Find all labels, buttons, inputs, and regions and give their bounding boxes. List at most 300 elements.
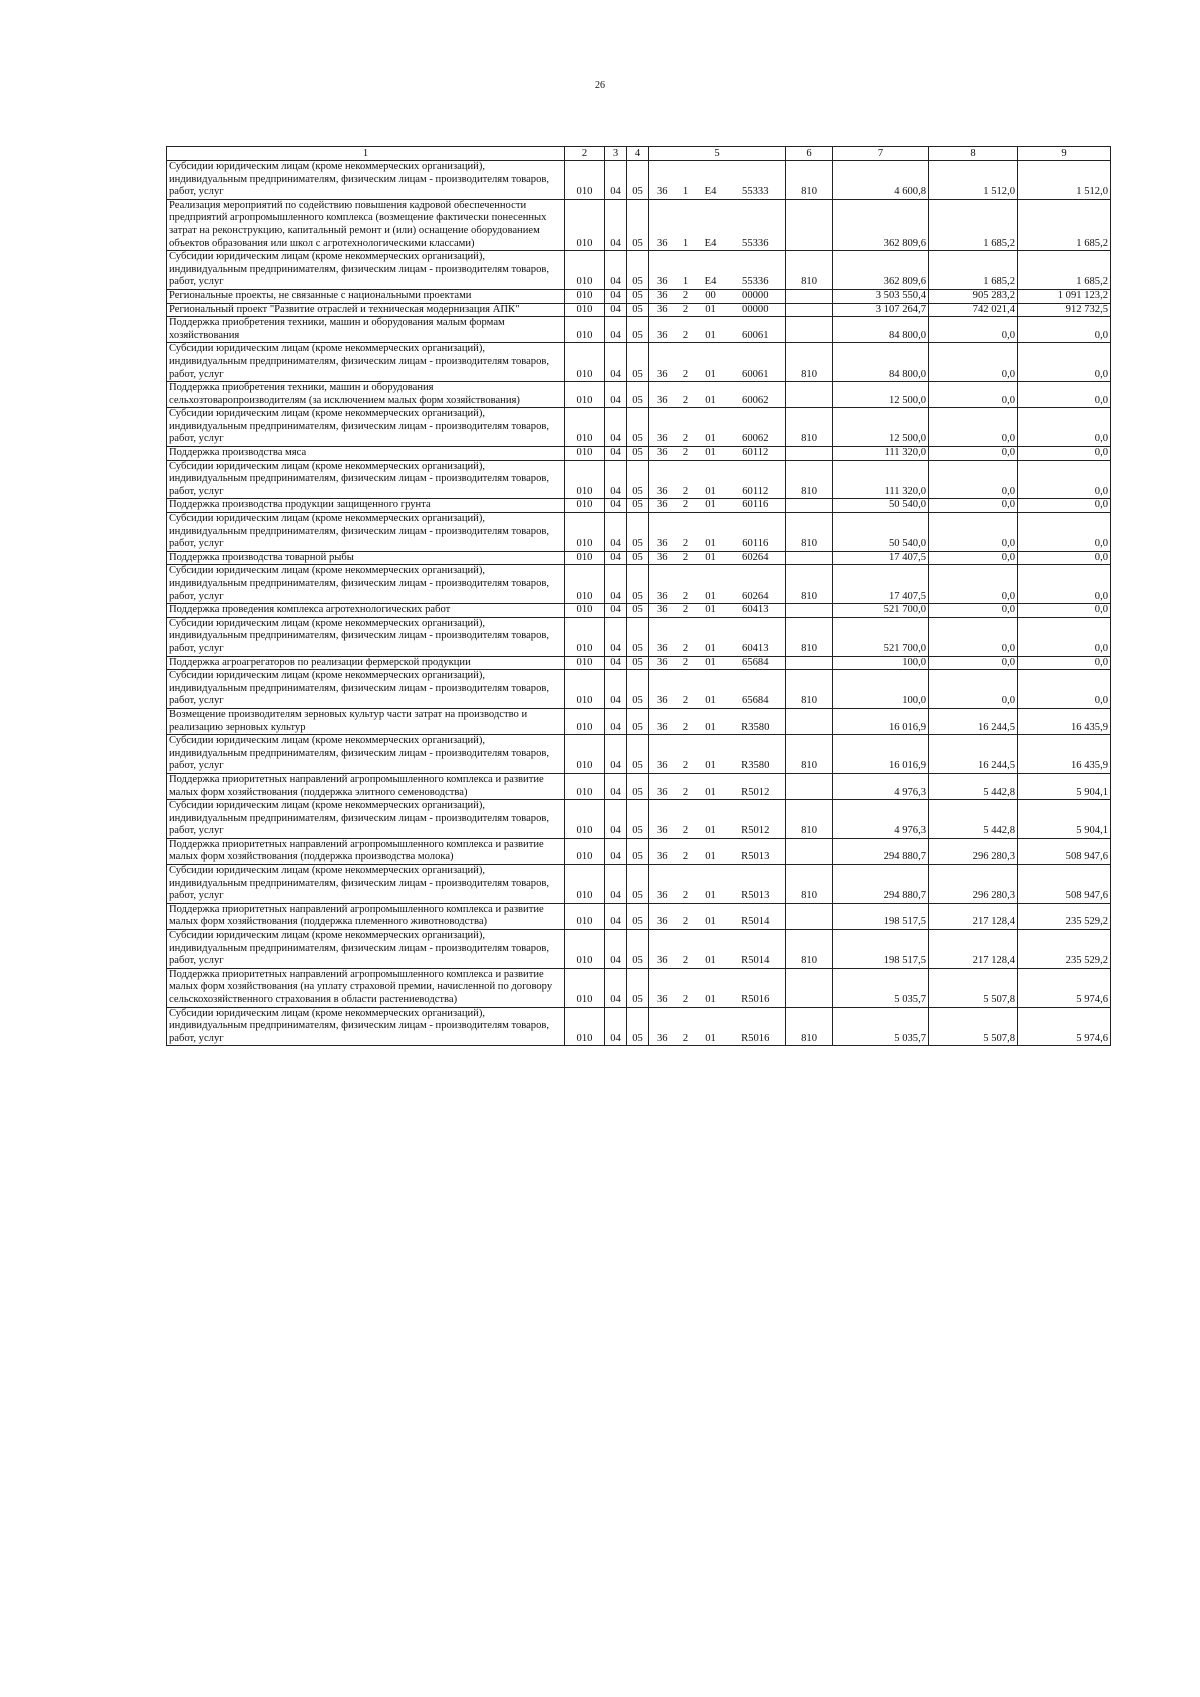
amount-col7: 5 035,7 <box>833 1007 929 1046</box>
amount-col8: 0,0 <box>929 617 1018 656</box>
col-header-5: 5 <box>649 147 786 161</box>
code-subprogram: 2 <box>676 968 696 1007</box>
amount-col9: 1 512,0 <box>1018 161 1111 200</box>
code-section: 04 <box>605 617 627 656</box>
row-description: Субсидии юридическим лицам (кроме некоммерческих организаций), индивидуальным предпринимателям, физическим лицам - производителям товаров, работ, услуг <box>167 800 565 839</box>
code-admin: 010 <box>565 447 605 461</box>
code-program: 36 <box>649 903 676 929</box>
table-row <box>167 289 1111 303</box>
table-row <box>167 317 1111 343</box>
table-row <box>167 708 1111 734</box>
code-subprogram: 2 <box>676 408 696 447</box>
code-project: 01 <box>696 499 726 513</box>
amount-col9: 1 685,2 <box>1018 199 1111 250</box>
code-program: 36 <box>649 930 676 969</box>
code-subsection: 05 <box>627 317 649 343</box>
code-admin: 010 <box>565 617 605 656</box>
code-subprogram: 2 <box>676 773 696 799</box>
amount-col7: 198 517,5 <box>833 903 929 929</box>
amount-col7: 5 035,7 <box>833 968 929 1007</box>
code-direction: R5012 <box>726 773 786 799</box>
col-header-1: 1 <box>167 147 565 161</box>
amount-col7: 12 500,0 <box>833 382 929 408</box>
row-description: Региональные проекты, не связанные с национальными проектами <box>167 289 565 303</box>
code-section: 04 <box>605 447 627 461</box>
code-admin: 010 <box>565 1007 605 1046</box>
code-direction: 55336 <box>726 251 786 290</box>
amount-col7: 84 800,0 <box>833 317 929 343</box>
code-subsection: 05 <box>627 903 649 929</box>
amount-col8: 1 685,2 <box>929 199 1018 250</box>
table-row <box>167 604 1111 618</box>
amount-col9: 5 904,1 <box>1018 773 1111 799</box>
code-direction: 65684 <box>726 656 786 670</box>
amount-col8: 905 283,2 <box>929 289 1018 303</box>
code-admin: 010 <box>565 289 605 303</box>
code-section: 04 <box>605 773 627 799</box>
code-project: 01 <box>696 447 726 461</box>
code-subprogram: 2 <box>676 670 696 709</box>
code-expense-type: 810 <box>786 161 833 200</box>
amount-col7: 84 800,0 <box>833 343 929 382</box>
code-direction: 60061 <box>726 343 786 382</box>
code-subsection: 05 <box>627 1007 649 1046</box>
code-subprogram: 2 <box>676 499 696 513</box>
code-expense-type <box>786 382 833 408</box>
code-admin: 010 <box>565 343 605 382</box>
code-admin: 010 <box>565 670 605 709</box>
code-expense-type: 810 <box>786 1007 833 1046</box>
row-description: Субсидии юридическим лицам (кроме некоммерческих организаций), индивидуальным предпринимателям, физическим лицам - производителям товаров, работ, услуг <box>167 513 565 552</box>
row-description: Региональный проект "Развитие отраслей и техническая модернизация АПК" <box>167 303 565 317</box>
amount-col7: 198 517,5 <box>833 930 929 969</box>
code-project: 01 <box>696 670 726 709</box>
code-direction: 60061 <box>726 317 786 343</box>
code-admin: 010 <box>565 408 605 447</box>
code-program: 36 <box>649 800 676 839</box>
row-description: Возмещение производителям зерновых культур части затрат на производство и реализацию зерновых культур <box>167 708 565 734</box>
table-row <box>167 656 1111 670</box>
code-direction: 00000 <box>726 303 786 317</box>
amount-col9: 0,0 <box>1018 408 1111 447</box>
row-description: Реализация мероприятий по содействию повышения кадровой обеспеченности предприятий агропромышленного комплекса (возмещение фактически понесенных затрат на реконструкцию, капитальный ремонт и (или) оснащение оборудованием объектов образования или школ с агротехнологическими классами) <box>167 199 565 250</box>
row-description: Поддержка приоритетных направлений агропромышленного комплекса и развитие малых форм хозяйствования (поддержка производства молока) <box>167 838 565 864</box>
table-row <box>167 447 1111 461</box>
code-subprogram: 2 <box>676 289 696 303</box>
code-subprogram: 2 <box>676 382 696 408</box>
code-admin: 010 <box>565 800 605 839</box>
code-subprogram: 1 <box>676 199 696 250</box>
table-row <box>167 513 1111 552</box>
code-expense-type: 810 <box>786 735 833 774</box>
code-program: 36 <box>649 199 676 250</box>
row-description: Субсидии юридическим лицам (кроме некоммерческих организаций), индивидуальным предпринимателям, физическим лицам - производителям товаров, работ, услуг <box>167 460 565 499</box>
row-description: Субсидии юридическим лицам (кроме некоммерческих организаций), индивидуальным предпринимателям, физическим лицам - производителям товаров, работ, услуг <box>167 565 565 604</box>
amount-col8: 0,0 <box>929 670 1018 709</box>
code-direction: 65684 <box>726 670 786 709</box>
amount-col9: 5 904,1 <box>1018 800 1111 839</box>
code-expense-type: 810 <box>786 513 833 552</box>
code-subsection: 05 <box>627 382 649 408</box>
amount-col9: 0,0 <box>1018 670 1111 709</box>
code-expense-type: 810 <box>786 800 833 839</box>
code-project: 01 <box>696 513 726 552</box>
code-subsection: 05 <box>627 251 649 290</box>
code-subprogram: 2 <box>676 930 696 969</box>
table-row <box>167 251 1111 290</box>
code-admin: 010 <box>565 604 605 618</box>
code-program: 36 <box>649 1007 676 1046</box>
amount-col7: 100,0 <box>833 656 929 670</box>
code-expense-type: 810 <box>786 460 833 499</box>
table-row <box>167 865 1111 904</box>
code-subsection: 05 <box>627 499 649 513</box>
amount-col8: 1 512,0 <box>929 161 1018 200</box>
code-program: 36 <box>649 968 676 1007</box>
code-section: 04 <box>605 930 627 969</box>
amount-col8: 296 280,3 <box>929 838 1018 864</box>
code-project: 01 <box>696 382 726 408</box>
code-admin: 010 <box>565 968 605 1007</box>
budget-table <box>166 146 1111 1046</box>
table-row <box>167 343 1111 382</box>
amount-col8: 0,0 <box>929 565 1018 604</box>
table-row <box>167 161 1111 200</box>
code-section: 04 <box>605 251 627 290</box>
table-body <box>167 161 1111 1046</box>
amount-col7: 111 320,0 <box>833 460 929 499</box>
code-subprogram: 2 <box>676 865 696 904</box>
code-subprogram: 2 <box>676 551 696 565</box>
code-subsection: 05 <box>627 565 649 604</box>
table-row <box>167 303 1111 317</box>
amount-col9: 0,0 <box>1018 499 1111 513</box>
code-subprogram: 2 <box>676 604 696 618</box>
amount-col9: 508 947,6 <box>1018 838 1111 864</box>
table-row <box>167 460 1111 499</box>
code-subprogram: 2 <box>676 903 696 929</box>
row-description: Поддержка приобретения техники, машин и оборудования сельхозтоваропроизводителям (за исключением малых форм хозяйствования) <box>167 382 565 408</box>
code-direction: R5014 <box>726 903 786 929</box>
code-direction: R5016 <box>726 1007 786 1046</box>
col-header-2: 2 <box>565 147 605 161</box>
amount-col9: 0,0 <box>1018 382 1111 408</box>
code-subprogram: 2 <box>676 343 696 382</box>
amount-col7: 362 809,6 <box>833 199 929 250</box>
table-row <box>167 499 1111 513</box>
code-admin: 010 <box>565 708 605 734</box>
amount-col8: 0,0 <box>929 604 1018 618</box>
code-program: 36 <box>649 617 676 656</box>
code-expense-type <box>786 604 833 618</box>
amount-col8: 0,0 <box>929 513 1018 552</box>
code-section: 04 <box>605 968 627 1007</box>
code-project: 01 <box>696 343 726 382</box>
code-section: 04 <box>605 289 627 303</box>
code-program: 36 <box>649 656 676 670</box>
code-expense-type <box>786 903 833 929</box>
amount-col8: 0,0 <box>929 317 1018 343</box>
code-project: 01 <box>696 968 726 1007</box>
code-section: 04 <box>605 382 627 408</box>
code-subprogram: 2 <box>676 617 696 656</box>
amount-col9: 16 435,9 <box>1018 735 1111 774</box>
code-program: 36 <box>649 735 676 774</box>
row-description: Субсидии юридическим лицам (кроме некоммерческих организаций), индивидуальным предпринимателям, физическим лицам - производителям товаров, работ, услуг <box>167 161 565 200</box>
code-direction: 60264 <box>726 565 786 604</box>
code-subsection: 05 <box>627 199 649 250</box>
code-admin: 010 <box>565 773 605 799</box>
amount-col7: 50 540,0 <box>833 499 929 513</box>
code-expense-type <box>786 838 833 864</box>
table-row <box>167 930 1111 969</box>
amount-col7: 16 016,9 <box>833 708 929 734</box>
code-direction: 60413 <box>726 604 786 618</box>
page-number: 26 <box>595 80 605 91</box>
code-project: 01 <box>696 460 726 499</box>
amount-col7: 50 540,0 <box>833 513 929 552</box>
amount-col9: 0,0 <box>1018 656 1111 670</box>
code-expense-type: 810 <box>786 251 833 290</box>
col-header-3: 3 <box>605 147 627 161</box>
code-direction: 60413 <box>726 617 786 656</box>
amount-col8: 0,0 <box>929 460 1018 499</box>
code-project: 01 <box>696 865 726 904</box>
code-expense-type <box>786 968 833 1007</box>
table-row <box>167 773 1111 799</box>
code-admin: 010 <box>565 838 605 864</box>
code-expense-type <box>786 289 833 303</box>
code-section: 04 <box>605 604 627 618</box>
code-expense-type <box>786 708 833 734</box>
row-description: Субсидии юридическим лицам (кроме некоммерческих организаций), индивидуальным предпринимателям, физическим лицам - производителям товаров, работ, услуг <box>167 408 565 447</box>
code-section: 04 <box>605 343 627 382</box>
amount-col8: 0,0 <box>929 447 1018 461</box>
amount-col9: 1 091 123,2 <box>1018 289 1111 303</box>
code-program: 36 <box>649 551 676 565</box>
code-program: 36 <box>649 382 676 408</box>
amount-col7: 16 016,9 <box>833 735 929 774</box>
code-admin: 010 <box>565 735 605 774</box>
code-program: 36 <box>649 289 676 303</box>
code-subsection: 05 <box>627 513 649 552</box>
code-expense-type <box>786 199 833 250</box>
amount-col8: 5 507,8 <box>929 1007 1018 1046</box>
amount-col8: 5 442,8 <box>929 773 1018 799</box>
code-project: E4 <box>696 161 726 200</box>
code-section: 04 <box>605 670 627 709</box>
table-row <box>167 551 1111 565</box>
code-expense-type <box>786 773 833 799</box>
code-subsection: 05 <box>627 447 649 461</box>
code-program: 36 <box>649 565 676 604</box>
amount-col7: 294 880,7 <box>833 865 929 904</box>
code-subsection: 05 <box>627 460 649 499</box>
amount-col7: 3 107 264,7 <box>833 303 929 317</box>
amount-col8: 0,0 <box>929 551 1018 565</box>
code-section: 04 <box>605 499 627 513</box>
code-subsection: 05 <box>627 343 649 382</box>
code-section: 04 <box>605 735 627 774</box>
code-expense-type <box>786 499 833 513</box>
amount-col9: 508 947,6 <box>1018 865 1111 904</box>
amount-col9: 0,0 <box>1018 343 1111 382</box>
amount-col7: 4 976,3 <box>833 800 929 839</box>
code-project: 01 <box>696 617 726 656</box>
amount-col9: 1 685,2 <box>1018 251 1111 290</box>
code-program: 36 <box>649 317 676 343</box>
code-expense-type <box>786 551 833 565</box>
code-admin: 010 <box>565 930 605 969</box>
code-program: 36 <box>649 838 676 864</box>
code-section: 04 <box>605 865 627 904</box>
amount-col9: 0,0 <box>1018 460 1111 499</box>
table-row <box>167 617 1111 656</box>
code-direction: 55333 <box>726 161 786 200</box>
code-expense-type: 810 <box>786 408 833 447</box>
amount-col8: 0,0 <box>929 656 1018 670</box>
amount-col8: 0,0 <box>929 382 1018 408</box>
code-admin: 010 <box>565 565 605 604</box>
code-subsection: 05 <box>627 551 649 565</box>
code-admin: 010 <box>565 161 605 200</box>
code-direction: R3580 <box>726 735 786 774</box>
col-header-4: 4 <box>627 147 649 161</box>
code-project: E4 <box>696 199 726 250</box>
table-row <box>167 903 1111 929</box>
code-program: 36 <box>649 161 676 200</box>
amount-col9: 912 732,5 <box>1018 303 1111 317</box>
row-description: Поддержка агроагрегаторов по реализации фермерской продукции <box>167 656 565 670</box>
code-subprogram: 2 <box>676 447 696 461</box>
code-program: 36 <box>649 708 676 734</box>
code-project: 01 <box>696 735 726 774</box>
table-row <box>167 838 1111 864</box>
code-subprogram: 2 <box>676 838 696 864</box>
code-subsection: 05 <box>627 289 649 303</box>
code-subsection: 05 <box>627 865 649 904</box>
code-subsection: 05 <box>627 838 649 864</box>
code-subprogram: 2 <box>676 656 696 670</box>
amount-col8: 742 021,4 <box>929 303 1018 317</box>
col-header-9: 9 <box>1018 147 1111 161</box>
row-description: Поддержка приоритетных направлений агропромышленного комплекса и развитие малых форм хозяйствования (поддержка племенного животноводства) <box>167 903 565 929</box>
table-row <box>167 735 1111 774</box>
code-section: 04 <box>605 161 627 200</box>
code-section: 04 <box>605 303 627 317</box>
code-project: 01 <box>696 838 726 864</box>
code-direction: 60112 <box>726 447 786 461</box>
table-row <box>167 800 1111 839</box>
code-program: 36 <box>649 865 676 904</box>
code-subsection: 05 <box>627 930 649 969</box>
amount-col9: 0,0 <box>1018 565 1111 604</box>
code-subprogram: 2 <box>676 460 696 499</box>
code-expense-type <box>786 447 833 461</box>
code-project: 01 <box>696 551 726 565</box>
code-subsection: 05 <box>627 617 649 656</box>
code-expense-type: 810 <box>786 343 833 382</box>
code-program: 36 <box>649 251 676 290</box>
code-admin: 010 <box>565 551 605 565</box>
code-subprogram: 2 <box>676 800 696 839</box>
amount-col7: 12 500,0 <box>833 408 929 447</box>
code-section: 04 <box>605 838 627 864</box>
amount-col8: 0,0 <box>929 499 1018 513</box>
code-section: 04 <box>605 513 627 552</box>
code-project: 01 <box>696 604 726 618</box>
table-row <box>167 1007 1111 1046</box>
code-subsection: 05 <box>627 161 649 200</box>
row-description: Субсидии юридическим лицам (кроме некоммерческих организаций), индивидуальным предпринимателям, физическим лицам - производителям товаров, работ, услуг <box>167 343 565 382</box>
code-section: 04 <box>605 708 627 734</box>
amount-col9: 16 435,9 <box>1018 708 1111 734</box>
amount-col8: 0,0 <box>929 343 1018 382</box>
code-subsection: 05 <box>627 735 649 774</box>
amount-col7: 3 503 550,4 <box>833 289 929 303</box>
row-description: Субсидии юридическим лицам (кроме некоммерческих организаций), индивидуальным предпринимателям, физическим лицам - производителям товаров, работ, услуг <box>167 617 565 656</box>
code-subprogram: 2 <box>676 708 696 734</box>
code-expense-type <box>786 656 833 670</box>
code-expense-type: 810 <box>786 865 833 904</box>
code-project: 01 <box>696 800 726 839</box>
amount-col8: 0,0 <box>929 408 1018 447</box>
code-subprogram: 2 <box>676 317 696 343</box>
amount-col7: 4 600,8 <box>833 161 929 200</box>
code-program: 36 <box>649 408 676 447</box>
code-subsection: 05 <box>627 656 649 670</box>
code-subprogram: 2 <box>676 1007 696 1046</box>
row-description: Субсидии юридическим лицам (кроме некоммерческих организаций), индивидуальным предпринимателям, физическим лицам - производителям товаров, работ, услуг <box>167 251 565 290</box>
code-project: 00 <box>696 289 726 303</box>
row-description: Поддержка производства продукции защищенного грунта <box>167 499 565 513</box>
amount-col9: 5 974,6 <box>1018 968 1111 1007</box>
amount-col7: 521 700,0 <box>833 617 929 656</box>
code-subprogram: 2 <box>676 565 696 604</box>
code-admin: 010 <box>565 513 605 552</box>
code-project: 01 <box>696 565 726 604</box>
amount-col7: 294 880,7 <box>833 838 929 864</box>
header-row <box>167 147 1111 161</box>
code-project: 01 <box>696 1007 726 1046</box>
amount-col8: 5 507,8 <box>929 968 1018 1007</box>
amount-col9: 0,0 <box>1018 513 1111 552</box>
amount-col9: 0,0 <box>1018 551 1111 565</box>
code-subsection: 05 <box>627 303 649 317</box>
amount-col8: 16 244,5 <box>929 708 1018 734</box>
code-subsection: 05 <box>627 604 649 618</box>
code-direction: 60112 <box>726 460 786 499</box>
code-project: 01 <box>696 317 726 343</box>
amount-col9: 0,0 <box>1018 617 1111 656</box>
code-subsection: 05 <box>627 670 649 709</box>
row-description: Субсидии юридическим лицам (кроме некоммерческих организаций), индивидуальным предпринимателям, физическим лицам - производителям товаров, работ, услуг <box>167 1007 565 1046</box>
code-project: E4 <box>696 251 726 290</box>
code-direction: 55336 <box>726 199 786 250</box>
amount-col8: 217 128,4 <box>929 903 1018 929</box>
code-project: 01 <box>696 408 726 447</box>
col-header-6: 6 <box>786 147 833 161</box>
amount-col8: 296 280,3 <box>929 865 1018 904</box>
code-project: 01 <box>696 903 726 929</box>
code-program: 36 <box>649 343 676 382</box>
amount-col7: 17 407,5 <box>833 551 929 565</box>
amount-col7: 362 809,6 <box>833 251 929 290</box>
row-description: Поддержка производства товарной рыбы <box>167 551 565 565</box>
row-description: Поддержка приоритетных направлений агропромышленного комплекса и развитие малых форм хозяйствования (поддержка элитного семеноводства) <box>167 773 565 799</box>
amount-col7: 4 976,3 <box>833 773 929 799</box>
code-program: 36 <box>649 499 676 513</box>
